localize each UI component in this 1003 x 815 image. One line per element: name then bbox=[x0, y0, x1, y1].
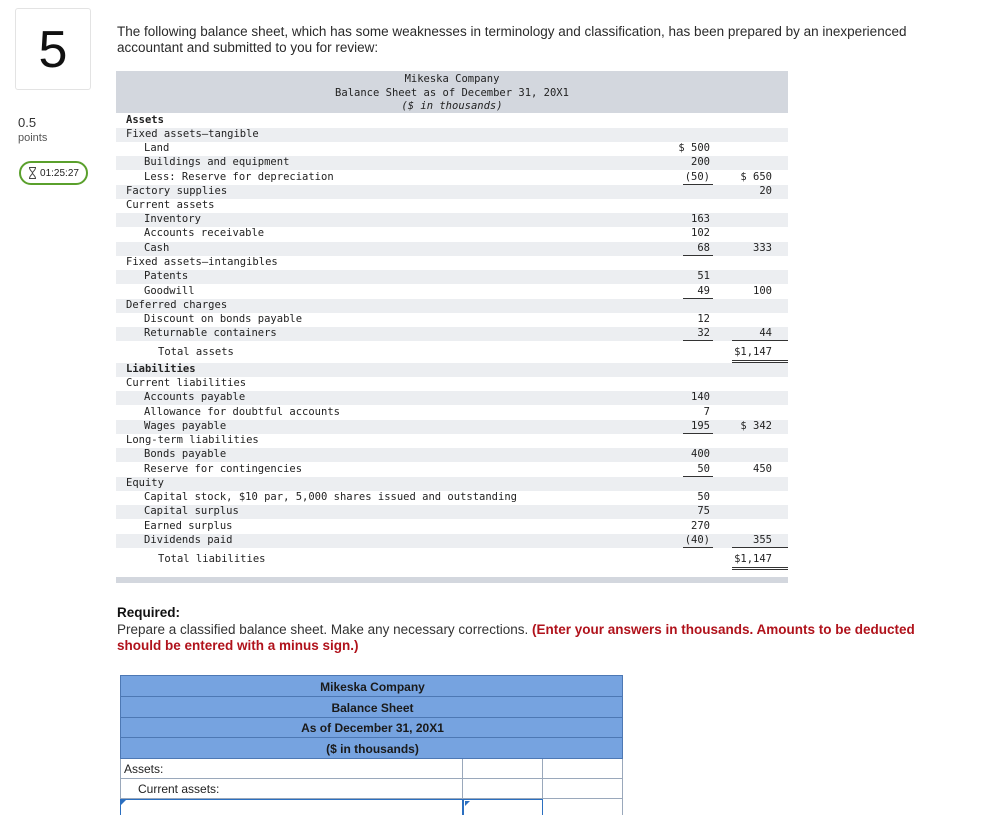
bs-row-amount: 50 bbox=[697, 491, 710, 503]
bs-title: Balance Sheet as of December 31, 20X1 bbox=[335, 87, 569, 99]
bs-row-amount: (50) bbox=[684, 171, 710, 183]
bs-row-label: Buildings and equipment bbox=[144, 156, 290, 168]
answer-date: As of December 31, 20X1 bbox=[301, 721, 444, 735]
bs-row-total: $ 650 bbox=[740, 171, 772, 183]
bs-row-label: Goodwill bbox=[144, 285, 195, 297]
required-text bbox=[117, 622, 957, 654]
bs-row-label: Deferred charges bbox=[126, 299, 228, 311]
answer-row-label: Current assets: bbox=[120, 779, 463, 799]
bs-row-amount: $ 500 bbox=[678, 142, 710, 154]
header-divider bbox=[121, 696, 622, 697]
bs-row-amount: 51 bbox=[697, 270, 710, 282]
bs-row-label: Accounts receivable bbox=[144, 227, 265, 239]
required-title: Required: bbox=[117, 605, 181, 620]
bs-row-label: Less: Reserve for depreciation bbox=[144, 171, 334, 183]
bs-row-label: Capital stock, $10 par, 5,000 shares issued and outstanding bbox=[144, 491, 517, 503]
double-underline bbox=[732, 569, 788, 570]
answer-title: Balance Sheet bbox=[331, 701, 414, 715]
bs-company: Mikeska Company bbox=[404, 73, 500, 85]
given-balance-sheet bbox=[116, 71, 788, 584]
bs-row-label: Fixed assets—intangibles bbox=[126, 256, 278, 268]
bs-row-amount: 12 bbox=[697, 313, 710, 325]
bs-row-label: Capital surplus bbox=[144, 505, 239, 517]
underline bbox=[683, 547, 713, 548]
bs-row-total: $1,147 bbox=[734, 553, 772, 565]
bs-row-total: 450 bbox=[753, 463, 772, 475]
bs-row-label: Allowance for doubtful accounts bbox=[144, 406, 340, 418]
bs-row-total: $ 342 bbox=[740, 420, 772, 432]
bs-row-label: Dividends paid bbox=[144, 534, 233, 546]
answer-cell bbox=[463, 759, 543, 779]
underline bbox=[732, 340, 788, 341]
answer-row bbox=[120, 779, 623, 799]
balance-sheet-header bbox=[116, 71, 788, 113]
total-input[interactable] bbox=[543, 799, 623, 815]
points-value: 0.5 bbox=[18, 115, 37, 130]
header-divider bbox=[121, 717, 622, 718]
double-underline bbox=[732, 360, 788, 361]
bs-row-label: Total liabilities bbox=[158, 553, 266, 565]
bs-row-total: 100 bbox=[753, 285, 772, 297]
bs-row-amount: 7 bbox=[703, 406, 710, 418]
bs-row-label: Earned surplus bbox=[144, 520, 233, 532]
double-underline bbox=[732, 567, 788, 568]
answer-row bbox=[120, 759, 623, 779]
answer-row bbox=[120, 799, 623, 815]
dropdown-indicator-icon bbox=[121, 800, 126, 805]
bs-row-amount: 140 bbox=[691, 391, 710, 403]
bs-row-label: Equity bbox=[126, 477, 164, 489]
bs-row-label: Cash bbox=[144, 242, 170, 254]
underline bbox=[683, 340, 713, 341]
required-instruction: Prepare a classified balance sheet. Make any necessary corrections. bbox=[117, 622, 529, 637]
bs-row-label: Current assets bbox=[126, 199, 215, 211]
bs-row-amount: 102 bbox=[691, 227, 710, 239]
bs-row-label: Current liabilities bbox=[126, 377, 247, 389]
bs-row-amount: 49 bbox=[697, 285, 710, 297]
account-select[interactable] bbox=[120, 799, 463, 815]
bs-row-label: Factory supplies bbox=[126, 185, 228, 197]
underline bbox=[732, 547, 788, 548]
header-divider bbox=[121, 737, 622, 738]
bs-row-label: Discount on bonds payable bbox=[144, 313, 303, 325]
bs-row-total: 355 bbox=[753, 534, 772, 546]
bs-row-amount: 50 bbox=[697, 463, 710, 475]
bs-row-label: Reserve for contingencies bbox=[144, 463, 303, 475]
bs-row-total: $1,147 bbox=[734, 346, 772, 358]
bs-row-label: Patents bbox=[144, 270, 189, 282]
bs-row-label: Land bbox=[144, 142, 170, 154]
bs-units: ($ in thousands) bbox=[401, 100, 503, 112]
prompt-text: The following balance sheet, which has some weaknesses in terminology and classification, has been prepared by an inexperienced accountant and submitted to you for review: bbox=[117, 24, 907, 55]
answer-cell bbox=[543, 779, 623, 799]
bs-row-total: 44 bbox=[759, 327, 772, 339]
amount-input[interactable] bbox=[463, 799, 543, 815]
bs-row-label: Assets bbox=[126, 114, 164, 126]
balance-sheet-footer-bar bbox=[116, 577, 788, 583]
hourglass-icon bbox=[28, 167, 37, 179]
bs-row-total: 20 bbox=[759, 185, 772, 197]
bs-row-label: Wages payable bbox=[144, 420, 227, 432]
bs-row-label: Inventory bbox=[144, 213, 201, 225]
bs-row-amount: 68 bbox=[697, 242, 710, 254]
bs-row-amount: 163 bbox=[691, 213, 710, 225]
bs-row-amount: (40) bbox=[684, 534, 710, 546]
bs-row-label: Total assets bbox=[158, 346, 234, 358]
required-note: (Enter your answers in thousands. Amounts to be deducted should be entered with a minus sign.) bbox=[117, 622, 915, 653]
bs-row-amount: 75 bbox=[697, 505, 710, 517]
bs-row-label: Returnable containers bbox=[144, 327, 277, 339]
answer-cell bbox=[463, 779, 543, 799]
bs-row-amount: 32 bbox=[697, 327, 710, 339]
answer-table bbox=[120, 675, 624, 815]
bs-row-amount: 200 bbox=[691, 156, 710, 168]
points-label: points bbox=[18, 132, 48, 144]
bs-row-label: Fixed assets—tangible bbox=[126, 128, 259, 140]
timer[interactable] bbox=[19, 161, 88, 185]
answer-units: ($ in thousands) bbox=[326, 742, 419, 756]
bs-row-label: Liabilities bbox=[126, 363, 196, 375]
bs-row-total: 333 bbox=[753, 242, 772, 254]
answer-company: Mikeska Company bbox=[320, 680, 425, 694]
bs-row-amount: 400 bbox=[691, 448, 710, 460]
bs-row-label: Accounts payable bbox=[144, 391, 246, 403]
bs-row-label: Long-term liabilities bbox=[126, 434, 259, 446]
bs-row-amount: 195 bbox=[691, 420, 710, 432]
question-number: 5 bbox=[15, 8, 91, 90]
answer-row-label: Assets: bbox=[120, 759, 463, 779]
dropdown-indicator-icon bbox=[465, 801, 470, 806]
timer-text: 01:25:27 bbox=[40, 167, 79, 179]
answer-table-header bbox=[120, 675, 623, 759]
bs-row-label: Bonds payable bbox=[144, 448, 227, 460]
bs-row-amount: 270 bbox=[691, 520, 710, 532]
answer-cell bbox=[543, 759, 623, 779]
